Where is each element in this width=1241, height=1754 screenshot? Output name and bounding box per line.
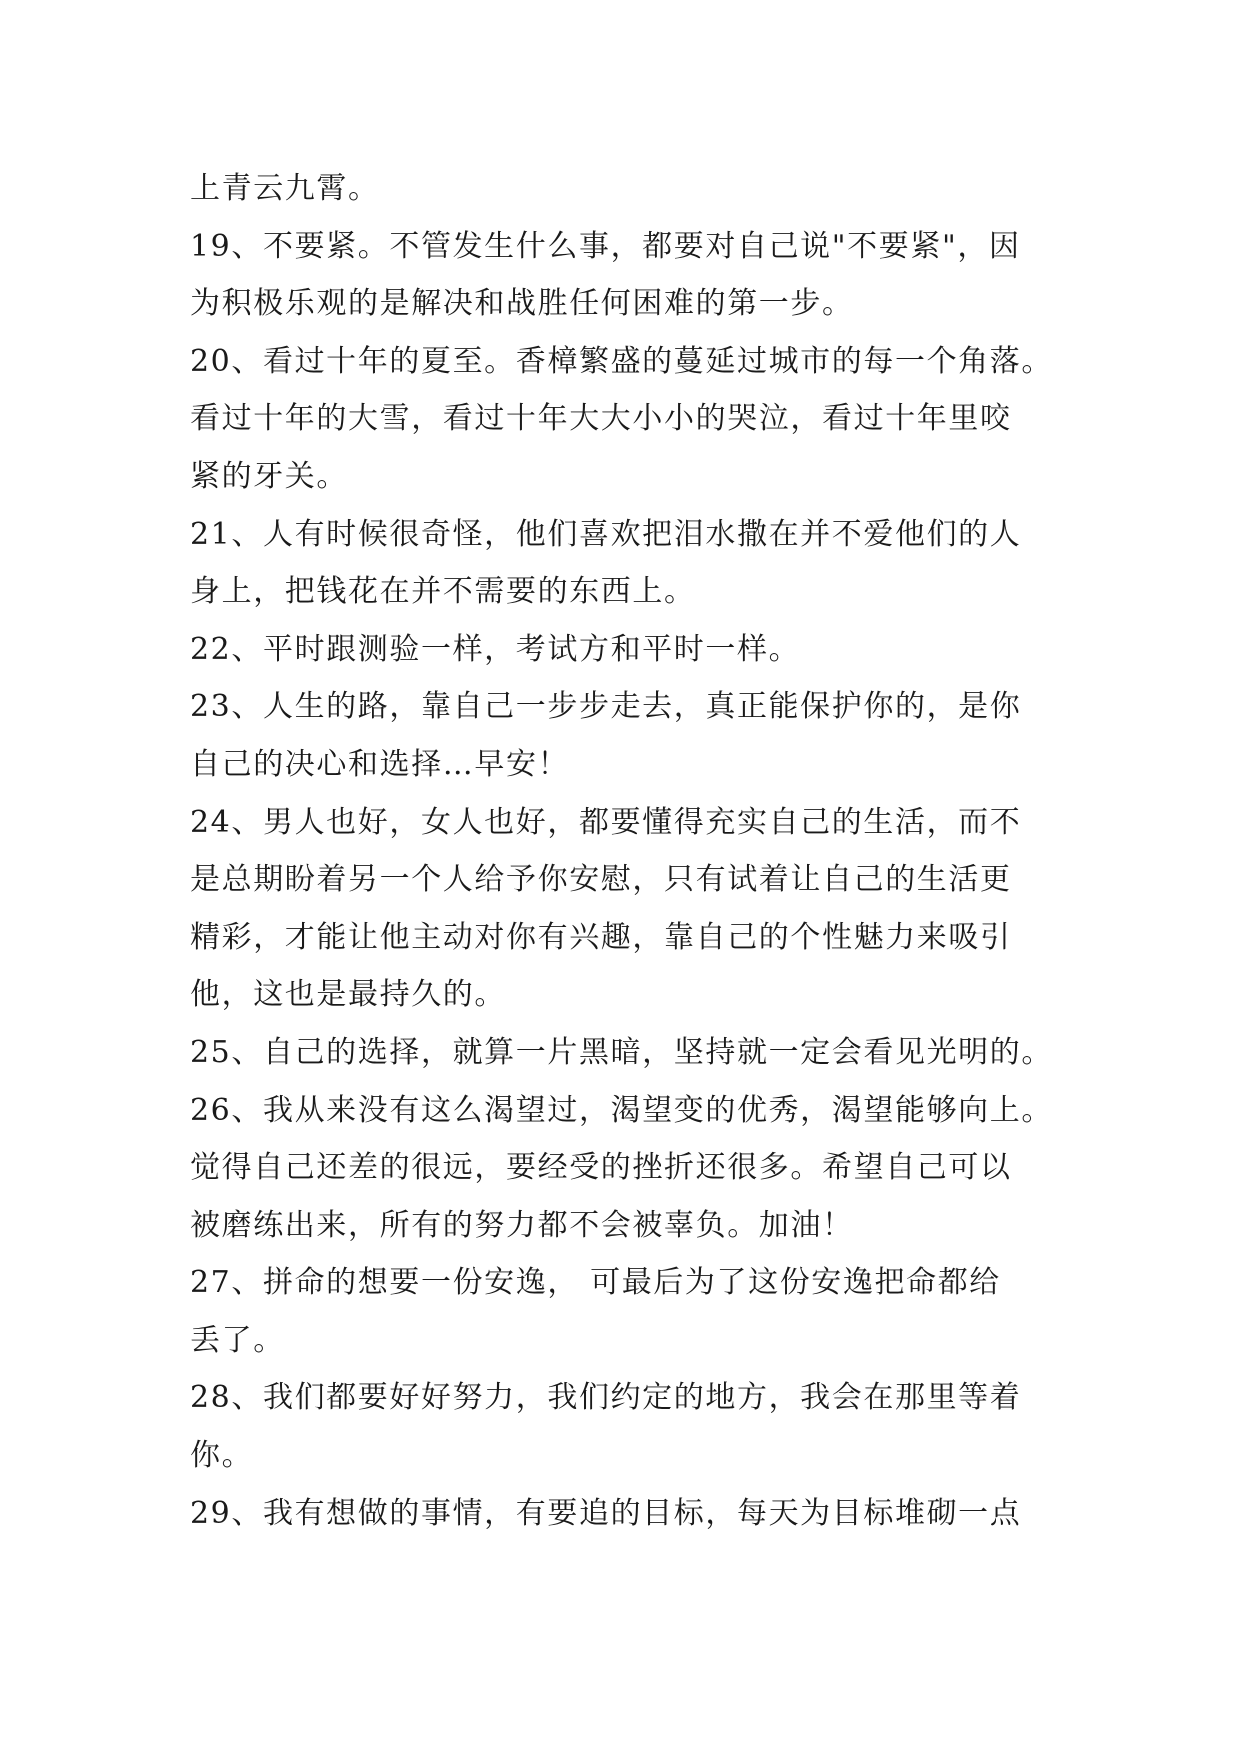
text-line: 上青云九霄。 — [190, 171, 380, 206]
text-line: 为积极乐观的是解决和战胜任何困难的第一步。 — [190, 286, 854, 322]
text-line: 觉得自己还差的很远，要经受的挫折还很多。希望自己可以 — [190, 1150, 1012, 1186]
text-line: 你。 — [190, 1438, 254, 1474]
text-line: 28、我们都要好好努力，我们约定的地方，我会在那里等着 — [190, 1380, 1022, 1416]
text-line: 紧的牙关。 — [190, 458, 348, 494]
text-line: 26、我从来没有这么渴望过，渴望变的优秀，渴望能够向上。 — [190, 1092, 1053, 1128]
text-line: 23、人生的路，靠自己一步步走去，真正能保护你的，是你 — [190, 689, 1022, 725]
text-line: 25、自己的选择，就算一片黑暗，坚持就一定会看见光明的。 — [190, 1034, 1053, 1070]
text-line: 22、平时跟测验一样，考试方和平时一样。 — [190, 631, 801, 667]
text-line: 19、不要紧。不管发生什么事，都要对自己说"不要紧"，因 — [190, 228, 1021, 264]
text-line: 看过十年的大雪，看过十年大大小小的哭泣，看过十年里咬 — [190, 401, 1012, 437]
text-line: 被磨练出来，所有的努力都不会被辜负。加油！ — [190, 1207, 854, 1243]
text-line: 他，这也是最持久的。 — [190, 977, 506, 1013]
text-line: 是总期盼着另一个人给予你安慰，只有试着让自己的生活更 — [190, 862, 1012, 898]
text-line: 丢了。 — [190, 1322, 285, 1358]
text-line: 24、男人也好，女人也好，都要懂得充实自己的生活，而不 — [190, 804, 1022, 840]
text-line: 精彩，才能让他主动对你有兴趣，靠自己的个性魅力来吸引 — [190, 919, 1012, 955]
text-line: 27、拼命的想要一份安逸， 可最后为了这份安逸把命都给 — [190, 1265, 1001, 1301]
text-line: 21、人有时候很奇怪，他们喜欢把泪水撒在并不爱他们的人 — [190, 516, 1022, 552]
text-line: 20、看过十年的夏至。香樟繁盛的蔓延过城市的每一个角落。 — [190, 343, 1053, 379]
text-line: 自己的决心和选择…早安！ — [190, 746, 570, 782]
body-text — [190, 160, 1070, 1542]
text-line: 29、我有想做的事情，有要追的目标，每天为目标堆砌一点 — [190, 1495, 1022, 1531]
text-line: 身上，把钱花在并不需要的东西上。 — [190, 574, 696, 610]
